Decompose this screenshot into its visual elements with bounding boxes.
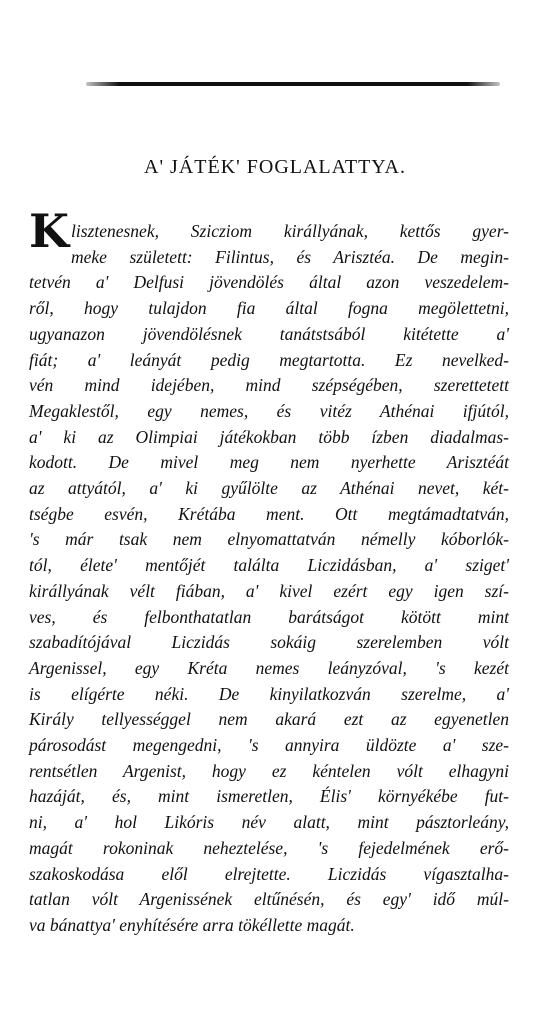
text-line: lisztenesnek, Szicziom királlyának, kettős gyer-	[71, 221, 509, 241]
decorative-rule	[86, 82, 500, 86]
drop-cap: K	[29, 204, 69, 258]
text-line: meke született: Filintus, és Arisztéa. De megin-	[71, 246, 509, 267]
text-line: ről, hogy tulajdon fia által fogna megölettetni,	[29, 298, 509, 319]
text-line: ugyanazon jövendölésnek tanátstsából kitétette a'	[29, 323, 509, 344]
text-line: is elígérte néki. De kinyilatkozván szerelme, a'	[29, 683, 509, 704]
text-line: szabadítójával Liczidás sokáig szerelemben vólt	[29, 632, 509, 653]
text-line: tól, élete' mentőjét találta Liczidásban, a' sziget'	[29, 555, 509, 576]
text-line: királlyának vélt fiában, a' kivel ezért egy igen szí-	[29, 580, 509, 601]
text-line: va bánattya' enyhítésére arra tökéllette magát.	[29, 914, 355, 935]
text-line: 's már tsak nem elnyomattatván némelly kóborlók-	[29, 529, 509, 550]
text-line: hazáját, és, mint ismeretlen, Élis' környékébe fut-	[29, 786, 509, 807]
text-line: Argenissel, egy Kréta nemes leányzóval, 's kezét	[29, 657, 509, 678]
text-line: a' ki az Olimpiai játékokban több ízben diadalmas-	[29, 426, 509, 447]
text-line: tatlan vólt Argenissének eltűnésén, és egy' idő múl-	[29, 889, 509, 910]
text-line: Megaklestől, egy nemes, és vitéz Athénai ifjútól,	[29, 400, 509, 421]
text-line: vén mind idejében, mind szépségében, szerettetett	[29, 375, 509, 396]
text-line: párosodást megengedni, 's annyira üldözte a' sze-	[29, 735, 509, 756]
text-line: magát rokoninak neheztelése, 's fejedelmének erő-	[29, 837, 509, 858]
text-line: szakoskodása elől elrejtette. Liczidás vígasztalha-	[29, 863, 509, 884]
text-line: ves, és felbonthatatlan barátságot kötött mint	[29, 606, 509, 627]
text-line: tetvén a' Delfusi jövendölés által azon veszedelem-	[29, 272, 509, 293]
text-line: fiát; a' leányát pedig megtartotta. Ez nevelked-	[29, 349, 509, 370]
text-line: tségbe esvén, Krétába ment. Ott megtámadtatván,	[29, 503, 509, 524]
text-line: az attyától, a' ki gyűlölte az Athénai nevet, két-	[29, 478, 509, 499]
text-line: Király tellyességgel nem akará ezt az egyenetlen	[29, 709, 509, 730]
chapter-heading: A' JÁTÉK' FOGLALATTYA.	[144, 156, 406, 178]
text-line: rentsétlen Argenist, hogy ez kéntelen vólt elhagyni	[29, 760, 509, 781]
text-line: ni, a' hol Likóris név alatt, mint pásztorleány,	[29, 812, 509, 833]
text-line: kodott. De mivel meg nem nyerhette Arisztéát	[29, 452, 509, 473]
body-text	[29, 204, 509, 939]
